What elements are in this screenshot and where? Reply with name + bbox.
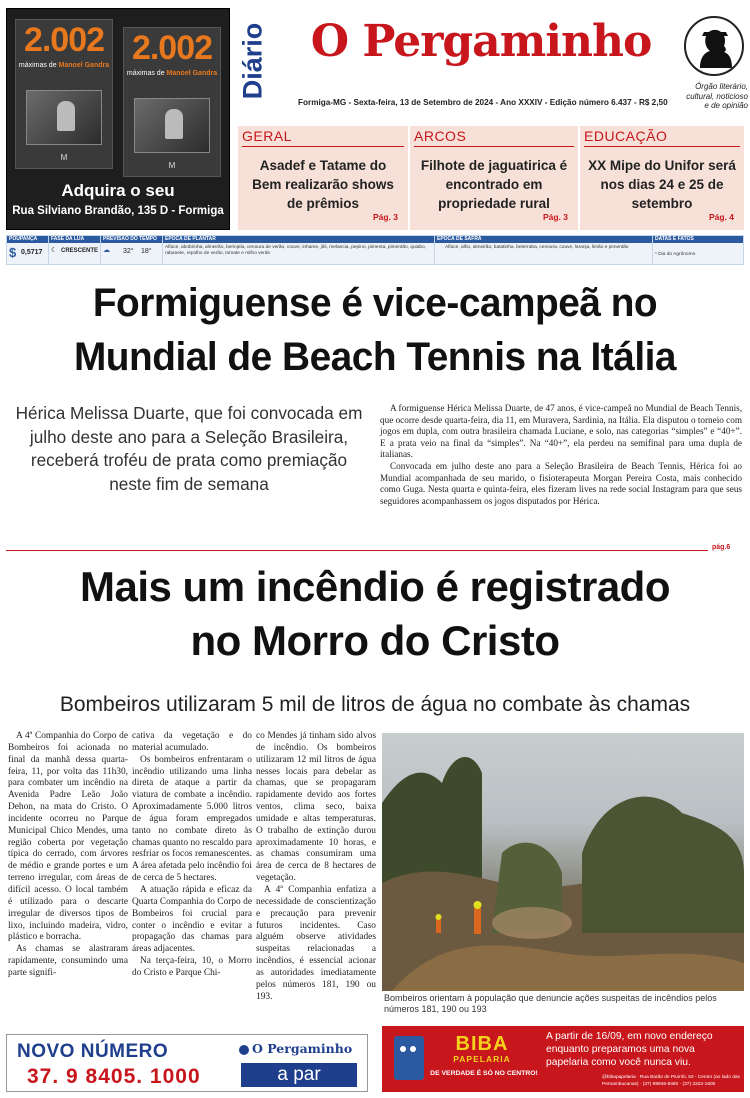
section-rule <box>242 146 404 147</box>
book-cover-2 <box>123 27 221 177</box>
section-educacao[interactable] <box>580 126 744 230</box>
section-head: ARCOS <box>414 128 467 144</box>
ad-label: NOVO NÚMERO <box>17 1041 169 1062</box>
section-rule <box>584 146 740 147</box>
biba-ad[interactable] <box>382 1026 744 1092</box>
cloud-sun-icon: ☁ <box>103 247 110 254</box>
fire-body-col-2: cativa da vegetação e do material acumulado. Os bombeiros enfrentaram o incêndio utilizando uma linha direta de ataque a partir da viatura de combate a incêndio. Aproximadamente 5.000 litros de água foram empregados tanto no combate direto às chamas quanto no rescaldo para resfriar os focos remanescentes. A área afetada pelo incêndio foi de cerca de 5 hectares. A atuação rápida e eficaz da Quarta Companhia do Corpo de Bombeiros foi crucial para conter o incêndio e evitar a propagação das chamas para áreas adjacentes. Na terça-feira, 10, o Morro do Cristo e Parque Chi- <box>132 731 252 978</box>
book-photo <box>134 98 210 153</box>
info-epoca-plantar: ÉPOCA DE PLANTAR Alface, abobrinha, almeirão, berinjela, cenoura de verão, couve, inhame, jiló, melancia, pepino, pimenta, pimentão, quiabo, rabanete, repolho de verão, tomate e milho verde <box>163 236 435 264</box>
phone-number[interactable]: 37. 9 8405. 1000 <box>27 1065 201 1088</box>
moon-icon: ☾ <box>51 247 58 254</box>
book-cover-1 <box>15 19 113 169</box>
photo-caption: Bombeiros orientam à população que denuncie ações suspeitas de incêndios pelos números 181, 190 ou 193 <box>384 993 717 1014</box>
book-subtitle: máximas de Manoel Gandra <box>126 70 218 77</box>
section-arcos[interactable] <box>410 126 578 230</box>
ad-brand: O Pergaminho <box>239 1041 352 1056</box>
fire-body-col-1: A 4ª Companhia do Corpo de Bombeiros foi acionada no final da manhã dessa quarta-feira, 11, por volta das 11h30, para combater um incêndio na Avenida Padre Leão João Dehon, na mata do Cristo. O incidente ocorreu no Parque Municipal Chico Mendes, uma região coberta por vegetação típica do cerrado, com árvores de médio e grande portes e um terreno irregular, com áreas de difícil acesso. O local também é utilizado para o descarte irregular de diversos tipos de lixo, incluindo madeira, vidro, plástico e borracha. As chamas se alastraram rapidamente, consumindo uma parte signifi- <box>8 731 128 978</box>
fire-body-col-3: co Mendes já tinham sido alvos de incêndio. Os bombeiros utilizaram 12 mil litros de água nesses locais para debelar as chamas, que se propagaram rapidamente devido aos fortes ventos, clima seco, baixa umidade e altas temperaturas. O trabalho de extinção durou aproximadamente 10 horas, e as chamas consumiram uma área de cerca de 8 hectares de vegetação. A 4ª Companhia enfatiza a necessidade de conscientização e precaução para prevenir futuros incidentes. Caso alguém observe atividades suspeitas relacionadas a incêndios, é essencial acionar as autoridades imediatamente pelos números 181, 190 ou 193. <box>256 731 376 1002</box>
fire-headline[interactable]: Mais um incêndio é registrado no Morro do Cristo <box>80 563 670 664</box>
info-strip <box>6 235 744 265</box>
firefighter-1 <box>474 901 482 934</box>
book-number: 2.002 <box>23 21 105 59</box>
edition-line: Formiga-MG - Sexta-feira, 13 de Setembro de 2024 - Ano XXXIV - Edição número 6.437 - R$ 2,50 <box>298 98 668 107</box>
section-geral[interactable] <box>238 126 408 230</box>
section-headline[interactable]: Asadef e Tatame do Bem realizarão shows de prêmios <box>252 158 394 211</box>
book-logo: M <box>60 153 68 162</box>
info-fase-lua: FASE DA LUA ☾ CRESCENTE <box>49 236 101 264</box>
new-number-ad[interactable] <box>6 1034 368 1092</box>
mascot-book-icon <box>394 1036 424 1080</box>
divider <box>6 550 708 551</box>
lead-deck: Hérica Melissa Duarte, que foi convocada em julho deste ano para a Seleção Brasileira, receberá troféu de prata como premiação neste fim de semana <box>15 403 363 494</box>
section-rule <box>414 146 574 147</box>
ad-cta: Adquira o seu <box>61 181 175 200</box>
biba-contact: @bibapapelaria · Rua Barão de Piumhi, 53 - Centro (ao lado das Pernambucanas) · (37) 98846-8480 · (37) 3322-1600 <box>602 1075 740 1087</box>
section-headline[interactable]: XX Mipe do Unifor será nos dias 24 e 25 de setembro <box>588 158 736 211</box>
book-logo: M <box>168 161 176 170</box>
section-headline[interactable]: Filhote de jaguatirica é encontrado em propriedade rural <box>420 158 568 211</box>
fire-photo <box>382 733 744 991</box>
fire-deck: Bombeiros utilizaram 5 mil de litros de água no combate às chamas <box>59 693 691 716</box>
biba-tagline: DE VERDADE É SÓ NO CENTRO! <box>430 1070 538 1077</box>
section-page: Pág. 3 <box>542 212 568 222</box>
lead-headline[interactable]: Formiguense é vice-campeã no Mundial de Beach Tennis na Itália <box>73 281 677 379</box>
info-previsao: PREVISÃO DO TEMPO ☁ 32° 18° <box>101 236 163 264</box>
masthead-diario: Diário <box>237 22 268 100</box>
firefighter-2 <box>436 914 442 933</box>
logo-circle-icon <box>239 1045 249 1055</box>
section-page: Pág. 3 <box>372 212 398 222</box>
section-head: EDUCAÇÃO <box>584 128 668 144</box>
masthead-title[interactable]: O Pergaminho <box>310 16 652 67</box>
lead-body: A formiguense Hérica Melissa Duarte, de 47 anos, é vice-campeã no Mundial de Beach Tennis, que ocorre desde quarta-feira, dia 11, em Muravera, Sardinia, na Itália. Ela disputou o torneio com jogos em dupla, com outra brasileira chamada Luciane, e solo, nas categorias “simples” e “40+”. E a prata veio na final da “simples”. Na “40+”, ela perdeu na semifinal para uma dupla de italianas. Convocada em julho deste ano para a Seleção Brasileira de Beach Tennis, Hérica foi ao Mundial acompanhada de seu marido, o fisioterapeuta Morgan Pereira Costa, mais conhecido como Guga. Nesta quarta e quinta-feira, eles fizeram lives na rede social Instagram para que seus seguidores acompanhassem os jogos disputados por Hérica. <box>380 403 742 506</box>
section-page: Pág. 4 <box>708 212 734 222</box>
masthead-motto: Órgão literário, cultural, noticioso e de opinião <box>686 82 748 110</box>
info-epoca-safra: ÉPOCA DE SAFRA Alface, alho, almeirão, batatinha, beterraba, cenoura, couve, laranja, limão e pimentão <box>435 236 653 264</box>
profile-seal-icon <box>684 16 744 76</box>
info-poupanca: POUPANÇA $ 0,5717 <box>7 236 49 264</box>
book-photo <box>26 90 102 145</box>
info-datas-fatos: DATAS E FATOS * Dia do Agrônomo <box>653 236 743 264</box>
dollar-icon: $ <box>9 245 17 260</box>
lead-page-ref[interactable]: pág.6 <box>712 544 731 551</box>
biba-logo: BIBA PAPELARIA <box>453 1033 511 1064</box>
a-par-badge: a par <box>241 1063 357 1087</box>
biba-message: A partir de 16/09, em novo endereço enquanto preparamos uma nova papelaria como você nunca viu. <box>546 1031 713 1068</box>
book-number: 2.002 <box>131 29 213 67</box>
section-head: GERAL <box>242 128 292 144</box>
book-subtitle: máximas de Manoel Gandra <box>18 62 110 69</box>
book-ad[interactable] <box>6 8 230 230</box>
ad-address: Rua Silviano Brandão, 135 D - Formiga <box>12 205 224 217</box>
